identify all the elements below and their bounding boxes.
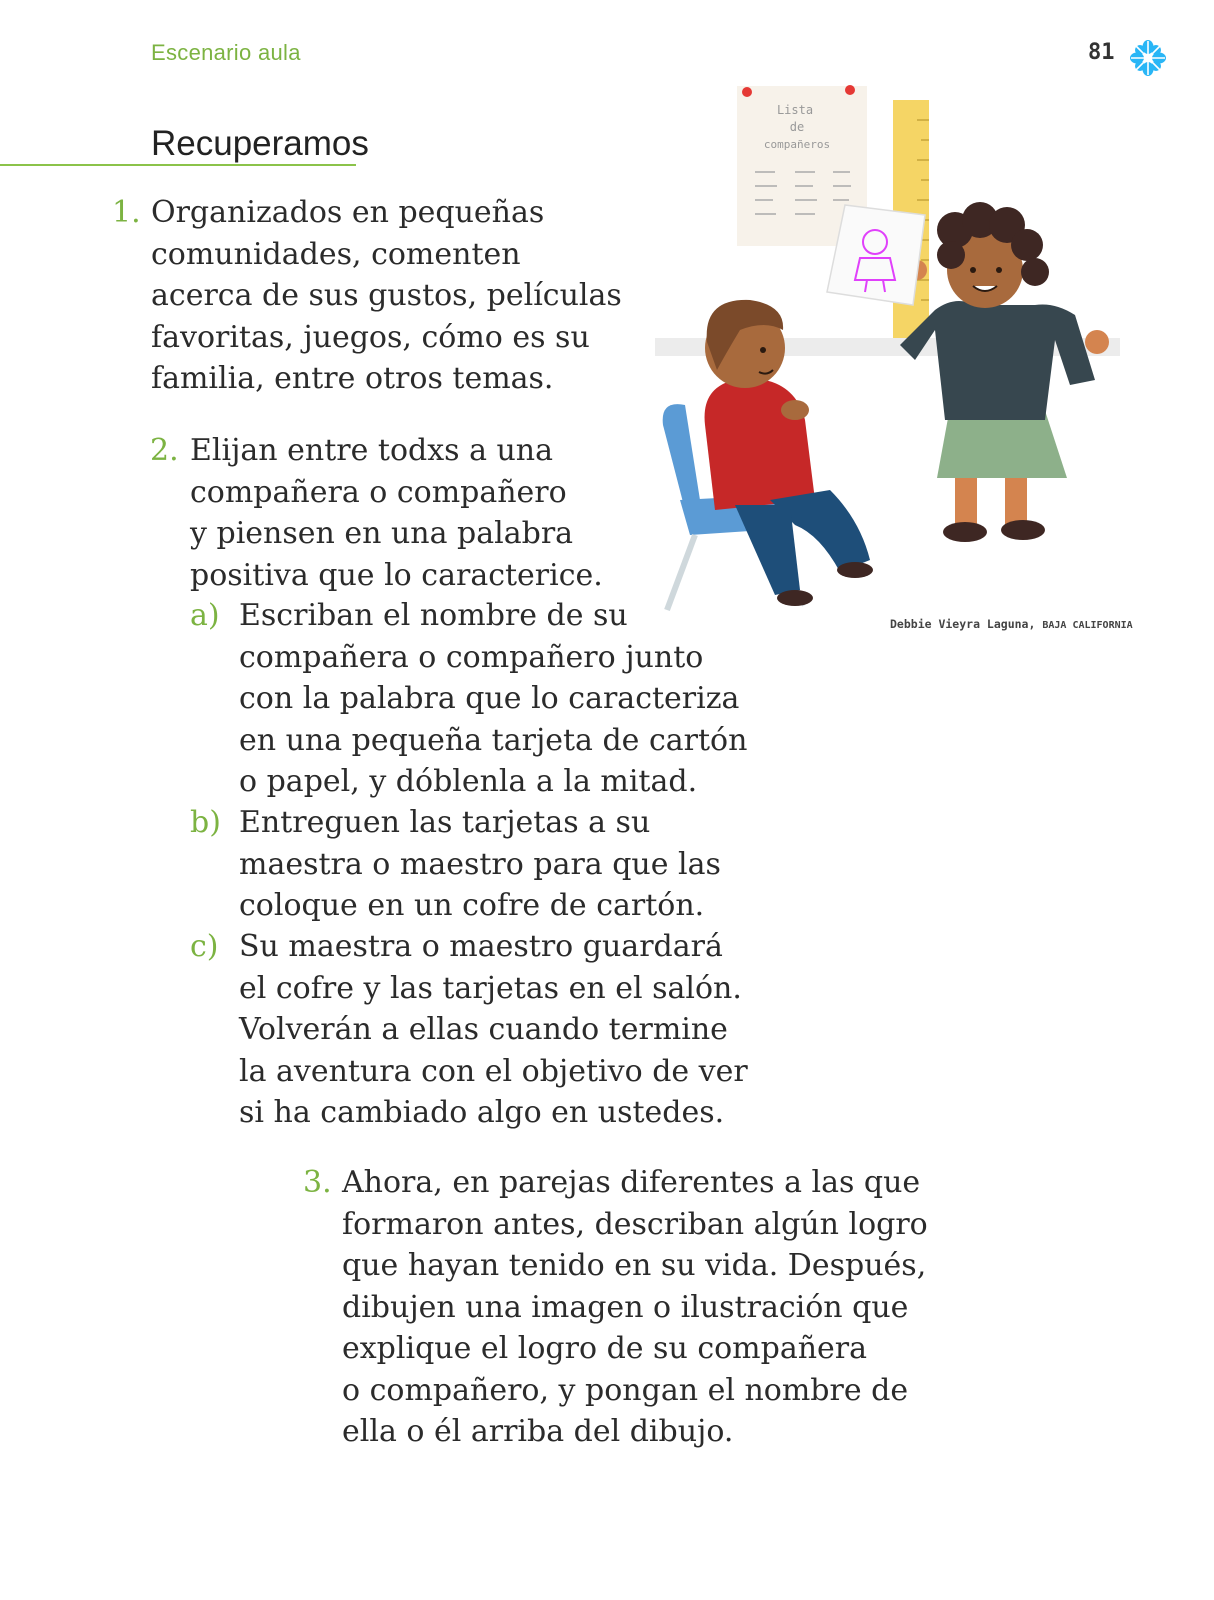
poster-title-line1: Lista bbox=[776, 103, 814, 117]
subitem-a-line: en una pequeña tarjeta de cartón bbox=[239, 722, 748, 758]
subitem-c bbox=[239, 926, 748, 1134]
list-item-1 bbox=[151, 192, 622, 400]
subitem-c-line: el cofre y las tarjetas en el salón. bbox=[239, 970, 742, 1006]
classroom-illustration bbox=[655, 80, 1155, 640]
subitem-a-line: con la palabra que lo caracteriza bbox=[239, 681, 740, 716]
item-1-line: Organizados en pequeñas bbox=[151, 195, 545, 230]
subitem-b-line: Entreguen las tarjetas a su bbox=[239, 805, 651, 840]
subitem-b-line: coloque en un cofre de cartón. bbox=[239, 888, 705, 923]
subitem-b-marker: b) bbox=[190, 805, 221, 840]
item-3-line: explique el logro de su compañera bbox=[342, 1331, 868, 1366]
item-3-line: dibujen una imagen o ilustración que bbox=[342, 1289, 909, 1325]
item-3-line: que hayan tenido en su vida. Después, bbox=[342, 1248, 927, 1283]
title-underline bbox=[0, 164, 356, 166]
list-item-2 bbox=[190, 430, 603, 596]
poster-title-line2: de bbox=[789, 120, 805, 134]
section-title: Recuperamos bbox=[151, 124, 369, 163]
item-1-line: comunidades, comenten bbox=[151, 236, 521, 272]
drawing-paper bbox=[827, 205, 925, 305]
girl-figure bbox=[900, 202, 1109, 542]
item-3-line: ella o él arriba del dibujo. bbox=[342, 1414, 734, 1449]
subitem-c-line: Volverán a ellas cuando termine bbox=[239, 1012, 728, 1047]
subitem-a-line: compañera o compañero junto bbox=[239, 639, 704, 675]
poster-title-line3: compañeros bbox=[763, 138, 831, 151]
subitem-a-line: Escriban el nombre de su bbox=[239, 598, 628, 633]
credit-author: Debbie Vieyra Laguna, bbox=[890, 617, 1036, 631]
item-2-marker: 2. bbox=[150, 433, 179, 468]
list-item-3 bbox=[342, 1162, 928, 1453]
item-2-line: Elijan entre todxs a una bbox=[190, 433, 554, 468]
item-1-line: familia, entre otros temas. bbox=[151, 361, 554, 396]
item-3-line: formaron antes, describan algún logro bbox=[342, 1206, 928, 1242]
item-3-line: Ahora, en parejas diferentes a las que bbox=[342, 1165, 921, 1200]
item-3-marker: 3. bbox=[303, 1165, 332, 1200]
pin-icon bbox=[845, 85, 855, 95]
subitem-c-line: Su maestra o maestro guardará bbox=[239, 929, 723, 964]
subitem-a-line: o papel, y dóblenla a la mitad. bbox=[239, 764, 698, 799]
subitem-c-line: la aventura con el objetivo de ver bbox=[239, 1053, 748, 1089]
item-2-line: compañera o compañero bbox=[190, 474, 567, 510]
credit-place: BAJA CALIFORNIA bbox=[1042, 620, 1133, 631]
pin-icon bbox=[742, 87, 752, 97]
item-2-line: positiva que lo caracterice. bbox=[190, 557, 603, 593]
subitem-a bbox=[239, 595, 747, 803]
subitem-c-line: si ha cambiado algo en ustedes. bbox=[239, 1095, 725, 1130]
item-2-line: y piensen en una palabra bbox=[190, 516, 574, 551]
subitem-b bbox=[239, 802, 721, 927]
page-number: 81 bbox=[1088, 40, 1115, 65]
flower-logo-icon bbox=[1128, 38, 1168, 78]
subitem-a-marker: a) bbox=[190, 598, 220, 633]
item-1-line: favoritas, juegos, cómo es su bbox=[151, 319, 590, 355]
illustration-credit bbox=[890, 617, 1133, 631]
subitem-b-line: maestra o maestro para que las bbox=[239, 846, 721, 882]
section-header: Escenario aula bbox=[151, 40, 301, 65]
subitem-c-marker: c) bbox=[190, 929, 219, 964]
item-3-line: o compañero, y pongan el nombre de bbox=[342, 1372, 909, 1408]
item-1-marker: 1. bbox=[112, 195, 141, 230]
item-1-line: acerca de sus gustos, películas bbox=[151, 278, 622, 313]
